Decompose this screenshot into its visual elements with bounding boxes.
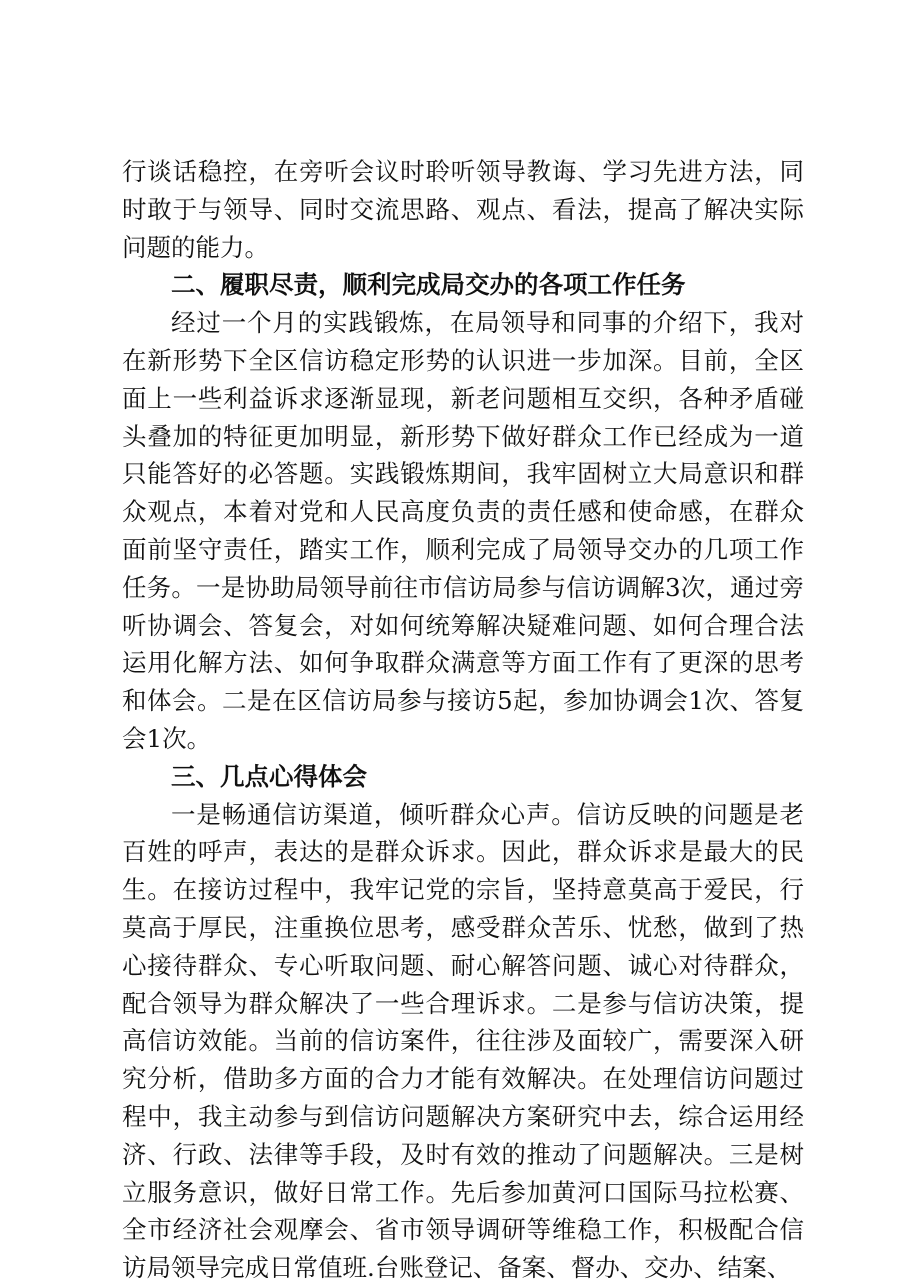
section-heading-3: 三、几点心得体会 [171,761,367,791]
paragraph-continuation: 行谈话稳控，在旁听会议时聆听领导教诲、学习先进方法，同时敢于与领导、同时交流思路、观点、看法，提高了解决实际问题的能力。 [122,157,804,262]
paragraph-section-3: 一是畅通信访渠道，倾听群众心声。信访反映的问题是老百姓的呼声，表达的是群众诉求。因此，群众诉求是最大的民生。在接访过程中，我牢记党的宗旨，坚持意莫高于爱民，行莫高于厚民，注重换位思考，感受群众苦乐、忧愁，做到了热心接待群众、专心听取问题、耐心解答问题、诚心对待群众，配合领导为群众解决了一些合理诉求。二是参与信访决策，提高信访效能。当前的信访案件，往往涉及面较广，需要深入研究分析，借助多方面的合力才能有效解决。在处理信访问题过程中，我主动参与到信访问题解决方案研究中去，综合运用经济、行政、法律等手段，及时有效的推动了问题解决。三是树立服务意识，做好日常工作。先后参加黄河口国际马拉松赛、全市经济社会观摩会、省市领导调研等维稳工作，积极配合信访局领导完成日常值班.台账登记、备案、督办、交办、结案、 [122,799,804,1283]
document-body [122,153,804,1287]
section-heading-2: 二、履职尽责，顺利完成局交办的各项工作任务 [171,270,686,300]
paragraph-section-2: 经过一个月的实践锻炼，在局领导和同事的介绍下，我对在新形势下全区信访稳定形势的认识进一步加深。目前，全区面上一些利益诉求逐渐显现，新老问题相互交织，各种矛盾碰头叠加的特征更加明显，新形势下做好群众工作已经成为一道只能答好的必答题。实践锻炼期间，我牢固树立大局意识和群众观点，本着对党和人民高度负责的责任感和使命感，在群众面前坚守责任，踏实工作，顺利完成了局领导交办的几项工作任务。一是协助局领导前往市信访局参与信访调解3次，通过旁听协调会、答复会，对如何统筹解决疑难问题、如何合理合法运用化解方法、如何争取群众满意等方面工作有了更深的思考和体会。二是在区信访局参与接访5起，参加协调会1次、答复会1次。 [122,308,804,753]
